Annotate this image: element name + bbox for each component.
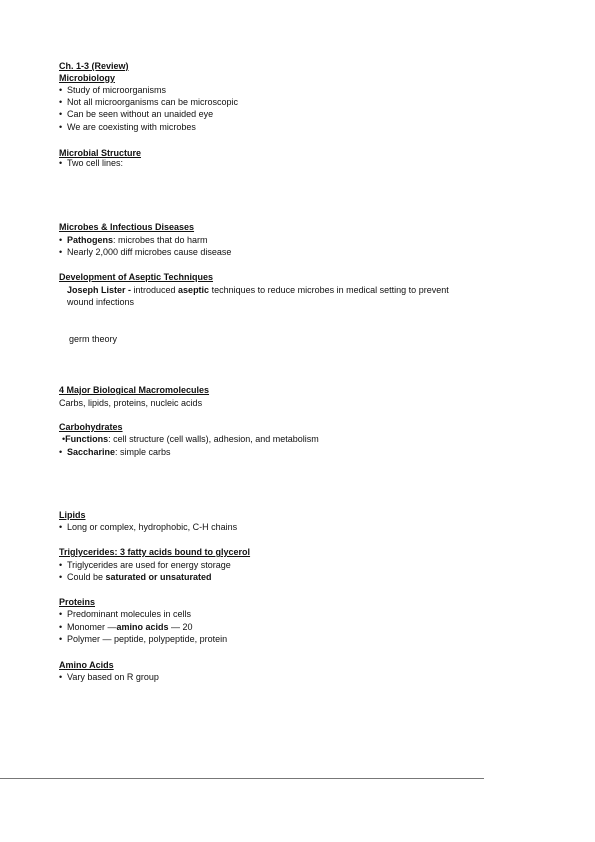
list-item: • Predominant molecules in cells [59,609,192,619]
bullet-icon: • [59,634,63,644]
bullet-icon: • [59,572,63,582]
microbial-structure-heading: Microbial Structure [59,148,142,158]
list-item: • Study of microorganisms [59,85,167,95]
list-item: • Long or complex, hydrophobic, C-H chains [59,522,238,532]
list-item: • Could be saturated or unsaturated [59,572,212,582]
bullet-icon: • [59,158,63,168]
bullet-icon: • [59,97,63,107]
list-item: • Polymer — peptide, polypeptide, protein [59,634,228,644]
aseptic-heading: Development of Aseptic Techniques [59,272,214,282]
bullet-icon: • [59,447,63,457]
list-item: • Two cell lines: [59,158,124,168]
amino-acids-heading: Amino Acids [59,660,114,670]
list-item: •Functions: cell structure (cell walls), adhesion, and metabolism [62,434,319,444]
aseptic-line-1: Joseph Lister - introduced aseptic techniques to reduce microbes in medical setting to prevent [67,285,449,295]
bullet-icon: • [59,672,63,682]
microbes-diseases-heading: Microbes & Infectious Diseases [59,222,195,232]
list-item: • Monomer —amino acids — 20 [59,622,193,632]
bullet-icon: • [62,434,66,444]
proteins-heading: Proteins [59,597,96,607]
bullet-icon: • [59,85,63,95]
macromolecules-heading: 4 Major Biological Macromolecules [59,385,210,395]
list-item: • Triglycerides are used for energy storage [59,560,231,570]
carbohydrates-heading: Carbohydrates [59,422,123,432]
list-item: • Nearly 2,000 diff microbes cause disease [59,247,232,257]
list-item: • Not all microorganisms can be microscopic [59,97,239,107]
germ-theory-text: germ theory [69,334,118,344]
footer-divider [0,778,484,779]
bullet-icon: • [59,560,63,570]
bullet-icon: • [59,122,63,132]
macromolecules-text: Carbs, lipids, proteins, nucleic acids [59,398,203,408]
triglycerides-heading: Triglycerides: 3 fatty acids bound to glycerol [59,547,251,557]
chapter-title: Ch. 1-3 (Review) [59,61,129,71]
list-item: • We are coexisting with microbes [59,122,196,132]
list-item: • Pathogens: microbes that do harm [59,235,208,245]
list-item: • Saccharine: simple carbs [59,447,171,457]
aseptic-line-2: wound infections [67,297,135,307]
lipids-heading: Lipids [59,510,86,520]
bullet-icon: • [59,235,63,245]
microbiology-heading: Microbiology [59,73,115,83]
bullet-icon: • [59,622,63,632]
bullet-icon: • [59,247,63,257]
bullet-icon: • [59,109,63,119]
bullet-icon: • [59,609,63,619]
bullet-icon: • [59,522,63,532]
list-item: • Can be seen without an unaided eye [59,109,214,119]
list-item: • Vary based on R group [59,672,159,682]
